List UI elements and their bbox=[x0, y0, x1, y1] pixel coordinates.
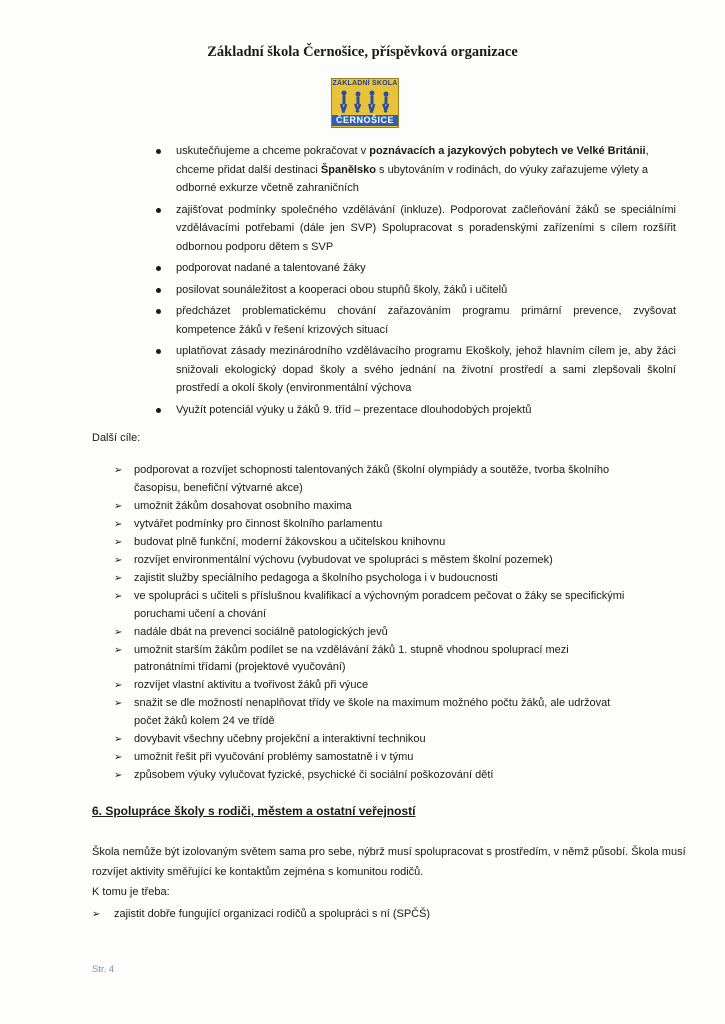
list-item bbox=[112, 552, 632, 570]
arrow-item-text: ve spolupráci s učiteli s příslušnou kvalifikací a výchovným poradcem pečovat o žáky se specifickými poruchami učení a chování bbox=[134, 590, 625, 620]
page-title: Základní škola Černošice, příspěvková organizace bbox=[207, 44, 518, 60]
list-item bbox=[156, 142, 676, 198]
bullet-text: uskutečňujeme a chceme pokračovat v poznávacích a jazykových pobytech ve Velké Británii, chceme přidat další destinaci Španělsko s ubytováním v rodinách, do výuky zařazujeme výlety a odborné exkurze včetně zahraničních bbox=[176, 145, 649, 194]
bullet-text: posilovat sounáležitost a kooperaci obou stupňů školy, žáků i učitelů bbox=[176, 283, 508, 296]
arrow-item-text: snažit se dle možností nenaplňovat třídy ve škole na maximum možného počtu žáků, ale udržovat počet žáků kolem 24 ve třídě bbox=[134, 697, 611, 727]
arrow-bullet-icon: ➢ bbox=[114, 698, 123, 710]
arrow-bullet-icon: ➢ bbox=[114, 518, 123, 530]
list-item bbox=[112, 767, 632, 785]
arrow-bullet-icon: ➢ bbox=[114, 465, 123, 476]
arrow-bullet-icon: ➢ bbox=[92, 909, 101, 920]
arrow-bullet-icon: ➢ bbox=[114, 591, 123, 603]
list-item bbox=[112, 624, 632, 642]
bullet-icon bbox=[156, 349, 161, 354]
bullet-icon bbox=[156, 288, 161, 293]
arrow-item-text: vytvářet podmínky pro činnost školního parlamentu bbox=[134, 517, 383, 530]
requirements-heading: K tomu je třeba: bbox=[92, 886, 170, 898]
list-item bbox=[112, 677, 632, 695]
other-goals-list bbox=[112, 462, 632, 785]
list-item bbox=[92, 906, 430, 923]
arrow-item-text: dovybavit všechny učebny projekční a interaktivní technikou bbox=[134, 733, 426, 746]
section-heading: 6. Spolupráce školy s rodiči, městem a ostatní veřejností bbox=[92, 804, 416, 818]
arrow-bullet-icon: ➢ bbox=[114, 554, 123, 566]
arrow-bullet-icon: ➢ bbox=[114, 572, 123, 584]
bullet-text: podporovat nadané a talentované žáky bbox=[176, 262, 366, 274]
arrow-item-text: zajistit dobře fungující organizaci rodičů a spolupráci s ní (SPČŠ) bbox=[114, 908, 431, 920]
arrow-item-text: budovat plně funkční, moderní žákovskou a učitelskou knihovnu bbox=[134, 535, 446, 548]
school-logo bbox=[331, 78, 399, 128]
page-number: Str. 4 bbox=[92, 964, 115, 975]
arrow-item-text: umožnit řešit při vyučování problémy samostatně i v týmu bbox=[134, 751, 414, 764]
arrow-bullet-icon: ➢ bbox=[114, 752, 123, 764]
arrow-bullet-icon: ➢ bbox=[114, 644, 123, 656]
arrow-item-text: nadále dbát na prevenci sociálně patologických jevů bbox=[134, 625, 388, 638]
logo-top-text: ZÁKLADNÍ ŠKOLA bbox=[332, 80, 398, 87]
list-item bbox=[112, 462, 632, 497]
section-paragraph: Škola nemůže být izolovaným světem sama pro sebe, nýbrž musí spolupracovat s prostředím, v němž působí. Škola musí rozvíjet aktivity směřující ke kontaktům zejména s komunitou rodičů. bbox=[92, 846, 686, 878]
arrow-bullet-icon: ➢ bbox=[114, 536, 123, 548]
bullet-icon bbox=[156, 208, 161, 213]
running-children-icon bbox=[336, 89, 396, 115]
list-item bbox=[112, 588, 632, 623]
arrow-item-text: podporovat a rozvíjet schopnosti talentovaných žáků (školní olympiády a soutěže, tvorba školního časopisu, benefiční výtvarné akce) bbox=[134, 464, 610, 494]
bullet-icon bbox=[156, 149, 161, 154]
list-item bbox=[156, 259, 676, 278]
arrow-item-text: umožnit starším žákům podílet se na vzdělávání žáků 1. stupně vhodnou spoluprací mezi patronátními třídami (projektové vyučování) bbox=[134, 643, 569, 674]
list-item bbox=[156, 201, 676, 257]
bullet-text: zajišťovat podmínky společného vzdělávání (inkluze). Podporovat začleňování žáků se speciálními vzdělávacími potřebami (dále jen SVP) Spolupracovat s poradenskými zařízeními s cílem rozšířit odbornou podporu dětem s SVP bbox=[176, 203, 676, 253]
arrow-bullet-icon: ➢ bbox=[114, 680, 123, 692]
list-item bbox=[112, 695, 632, 730]
arrow-item-text: zajistit služby speciálního pedagoga a školního psychologa i v budoucnosti bbox=[134, 571, 498, 584]
logo-bottom-text: ČERNOŠICE bbox=[332, 115, 398, 126]
bullet-icon bbox=[156, 309, 161, 314]
other-goals-heading: Další cíle: bbox=[92, 432, 141, 444]
list-item bbox=[156, 302, 676, 339]
arrow-item-text: rozvíjet vlastní aktivitu a tvořivost žáků při výuce bbox=[134, 679, 369, 692]
bullet-text: uplatňovat zásady mezinárodního vzdělávacího programu Ekoškoly, jehož hlavním cílem je, aby žáci snižovali ekologický dopad školy a svého jednání na životní prostředí a sami zlepšovali školní prostředí a okolí školy (environmentální výchova bbox=[176, 345, 676, 394]
bullet-text: předcházet problematickému chování zařazováním programu primární prevence, zvyšovat kompetence žáků v řešení krizových situací bbox=[176, 305, 676, 336]
bullet-icon bbox=[156, 266, 161, 271]
arrow-item-text: způsobem výuky vylučovat fyzické, psychické či sociální poškozování dětí bbox=[134, 769, 494, 782]
arrow-bullet-icon: ➢ bbox=[114, 770, 123, 782]
list-item bbox=[112, 516, 632, 534]
arrow-item-text: rozvíjet environmentální výchovu (vybudovat ve spolupráci s městem školní pozemek) bbox=[134, 553, 553, 566]
bullet-icon bbox=[156, 408, 161, 413]
list-item bbox=[112, 749, 632, 767]
list-item bbox=[112, 642, 632, 677]
list-item bbox=[112, 498, 632, 516]
arrow-bullet-icon: ➢ bbox=[114, 626, 123, 638]
bullet-text: Využít potenciál výuky u žáků 9. tříd – prezentace dlouhodobých projektů bbox=[176, 403, 532, 416]
arrow-item-text: umožnit žákům dosahovat osobního maxima bbox=[134, 499, 352, 512]
list-item bbox=[112, 570, 632, 588]
list-item bbox=[112, 534, 632, 552]
goals-bullet-list bbox=[156, 142, 676, 422]
list-item bbox=[112, 731, 632, 749]
arrow-bullet-icon: ➢ bbox=[114, 734, 123, 746]
list-item bbox=[156, 342, 676, 398]
list-item bbox=[156, 401, 676, 420]
list-item bbox=[156, 281, 676, 300]
arrow-bullet-icon: ➢ bbox=[114, 500, 123, 512]
